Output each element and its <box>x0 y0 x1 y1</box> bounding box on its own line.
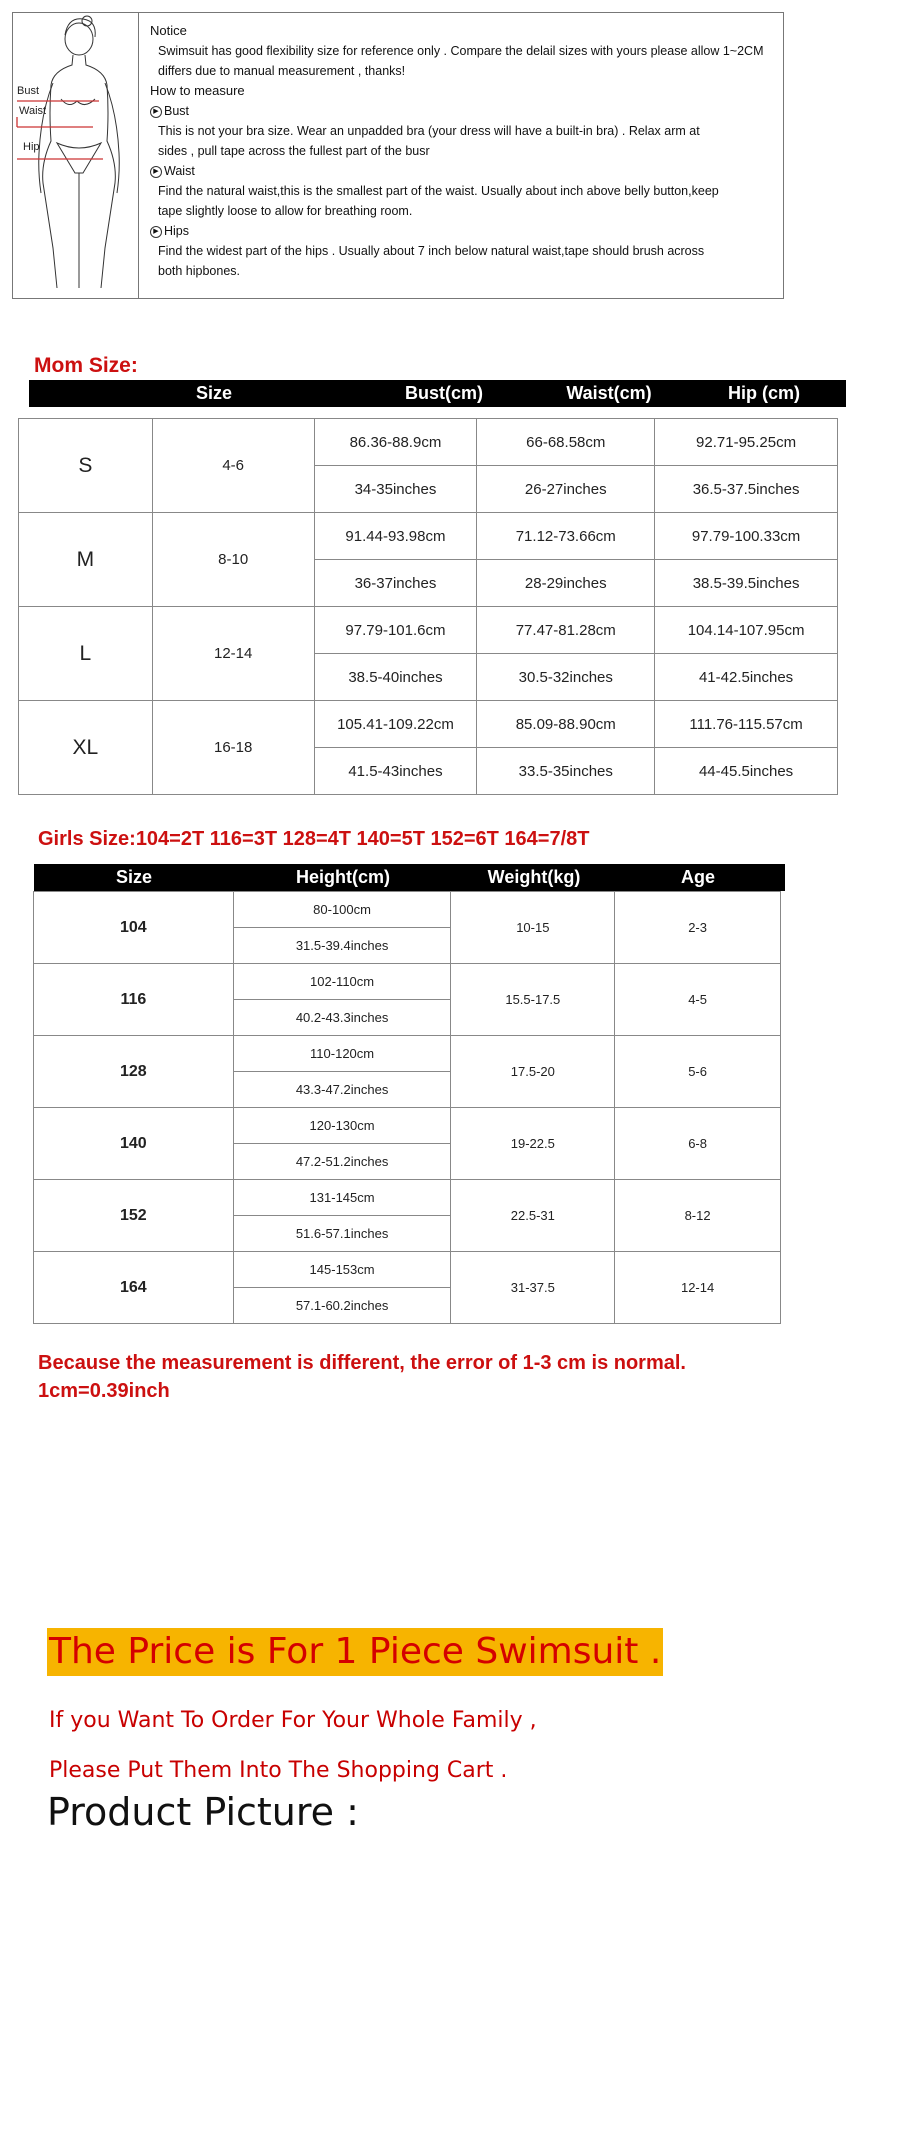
bust-line-1: This is not your bra size. Wear an unpadded bra (your dress will have a built-in bra) . Relax arm at <box>158 124 700 138</box>
mom-size-range: 4-6 <box>152 419 314 513</box>
mom-hip-inches: 36.5-37.5inches <box>655 466 838 513</box>
mom-bust-cm: 105.41-109.22cm <box>314 701 477 748</box>
measurement-error-note: Because the measurement is different, the error of 1-3 cm is normal. <box>38 1352 686 1374</box>
girls-age: 12-14 <box>615 1252 781 1324</box>
table-row <box>34 1036 781 1072</box>
product-picture-title: Product Picture : <box>47 1790 359 1834</box>
mom-hip-cm: 111.76-115.57cm <box>655 701 838 748</box>
mom-size-letter: M <box>19 513 153 607</box>
mom-size-range: 16-18 <box>152 701 314 795</box>
girls-age: 4-5 <box>615 964 781 1036</box>
girls-size-title: Girls Size:104=2T 116=3T 128=4T 140=5T 152=6T 164=7/8T <box>38 828 590 850</box>
figure-label-bust: Bust <box>17 85 40 97</box>
table-row <box>34 1108 781 1144</box>
mom-bust-inches: 34-35inches <box>314 466 477 513</box>
mom-waist-cm: 66-68.58cm <box>477 419 655 466</box>
arrow-bullet-icon: ▶ <box>150 226 162 238</box>
mom-bust-cm: 91.44-93.98cm <box>314 513 477 560</box>
girls-height-cm: 110-120cm <box>233 1036 451 1072</box>
arrow-bullet-icon: ▶ <box>150 106 162 118</box>
mom-waist-cm: 71.12-73.66cm <box>477 513 655 560</box>
mom-header-hip: Hip (cm) <box>728 383 800 403</box>
girls-height-inches: 31.5-39.4inches <box>233 928 451 964</box>
mom-waist-inches: 30.5-32inches <box>477 654 655 701</box>
figure-label-hip: Hip <box>23 141 40 153</box>
mom-size-title: Mom Size: <box>34 354 138 377</box>
girls-weight: 22.5-31 <box>451 1180 615 1252</box>
girls-height-inches: 51.6-57.1inches <box>233 1216 451 1252</box>
arrow-bullet-icon: ▶ <box>150 166 162 178</box>
mom-header-bar <box>29 380 846 407</box>
table-row <box>34 892 781 928</box>
girls-size-value: 164 <box>34 1252 234 1324</box>
mom-bust-inches: 41.5-43inches <box>314 748 477 795</box>
mom-header-size: Size <box>195 383 233 403</box>
price-notice-title: The Price is For 1 Piece Swimsuit . <box>47 1628 663 1676</box>
mom-waist-inches: 26-27inches <box>477 466 655 513</box>
table-row <box>34 1252 781 1288</box>
mom-bust-cm: 97.79-101.6cm <box>314 607 477 654</box>
girls-height-cm: 120-130cm <box>233 1108 451 1144</box>
girls-header-bar <box>34 864 785 891</box>
notice-line-2: differs due to manual measurement , thanks! <box>158 64 406 78</box>
notice-title: Notice <box>150 23 187 38</box>
girls-age: 8-12 <box>615 1180 781 1252</box>
girls-weight: 15.5-17.5 <box>451 964 615 1036</box>
mom-size-letter: S <box>19 419 153 513</box>
table-row <box>19 419 838 466</box>
girls-size-value: 128 <box>34 1036 234 1108</box>
bust-line-2: sides , pull tape across the fullest part of the busr <box>158 144 430 158</box>
table-row <box>34 964 781 1000</box>
mom-waist-cm: 77.47-81.28cm <box>477 607 655 654</box>
girls-size-value: 116 <box>34 964 234 1036</box>
girls-header-age: Age <box>680 867 715 887</box>
mom-bust-cm: 86.36-88.9cm <box>314 419 477 466</box>
mom-size-letter: XL <box>19 701 153 795</box>
mom-hip-inches: 44-45.5inches <box>655 748 838 795</box>
notice-line-1: Swimsuit has good flexibility size for reference only . Compare the delail sizes with yours please allow 1~2CM <box>158 44 764 58</box>
waist-line-1: Find the natural waist,this is the smallest part of the waist. Usually about inch above belly button,keep <box>158 184 719 198</box>
girls-weight: 31-37.5 <box>451 1252 615 1324</box>
mom-hip-cm: 92.71-95.25cm <box>655 419 838 466</box>
girls-height-inches: 40.2-43.3inches <box>233 1000 451 1036</box>
girls-weight: 19-22.5 <box>451 1108 615 1180</box>
girls-height-inches: 43.3-47.2inches <box>233 1072 451 1108</box>
girls-age: 5-6 <box>615 1036 781 1108</box>
girls-height-cm: 80-100cm <box>233 892 451 928</box>
girls-height-cm: 145-153cm <box>233 1252 451 1288</box>
bust-heading: Bust <box>164 104 190 118</box>
body-figure <box>13 13 139 298</box>
how-to-measure: How to measure <box>150 83 245 98</box>
waist-heading: Waist <box>164 164 195 178</box>
mom-header-bust: Bust(cm) <box>404 383 483 403</box>
body-figure-icon <box>13 13 138 298</box>
mom-bust-inches: 36-37inches <box>314 560 477 607</box>
girls-header-size: Size <box>115 867 153 887</box>
conversion-note: 1cm=0.39inch <box>38 1380 170 1402</box>
girls-age: 2-3 <box>615 892 781 964</box>
girls-height-cm: 131-145cm <box>233 1180 451 1216</box>
mom-bust-inches: 38.5-40inches <box>314 654 477 701</box>
girls-weight: 17.5-20 <box>451 1036 615 1108</box>
mom-hip-inches: 38.5-39.5inches <box>655 560 838 607</box>
girls-height-inches: 57.1-60.2inches <box>233 1288 451 1324</box>
girls-header-weight: Weight(kg) <box>487 867 581 887</box>
girls-size-value: 140 <box>34 1108 234 1180</box>
girls-age: 6-8 <box>615 1108 781 1180</box>
girls-header-height: Height(cm) <box>296 867 390 887</box>
measurement-notice-box <box>12 12 784 299</box>
girls-size-value: 104 <box>34 892 234 964</box>
girls-height-cm: 102-110cm <box>233 964 451 1000</box>
mom-size-letter: L <box>19 607 153 701</box>
mom-waist-inches: 28-29inches <box>477 560 655 607</box>
hips-line-1: Find the widest part of the hips . Usually about 7 inch below natural waist,tape should brush across <box>158 244 705 258</box>
waist-line-2: tape slightly loose to allow for breathing room. <box>158 204 413 218</box>
shopping-cart-line: Please Put Them Into The Shopping Cart . <box>49 1758 508 1783</box>
mom-size-range: 8-10 <box>152 513 314 607</box>
table-row <box>19 513 838 560</box>
girls-size-table <box>33 891 781 1324</box>
figure-label-waist: Waist <box>19 105 47 117</box>
hips-heading: Hips <box>164 224 190 238</box>
mom-header-waist: Waist(cm) <box>566 383 652 403</box>
hips-line-2: both hipbones. <box>158 264 241 278</box>
mom-hip-cm: 104.14-107.95cm <box>655 607 838 654</box>
table-row <box>19 607 838 654</box>
mom-size-table <box>18 418 838 795</box>
mom-waist-inches: 33.5-35inches <box>477 748 655 795</box>
girls-height-inches: 47.2-51.2inches <box>233 1144 451 1180</box>
mom-size-range: 12-14 <box>152 607 314 701</box>
mom-hip-inches: 41-42.5inches <box>655 654 838 701</box>
girls-weight: 10-15 <box>451 892 615 964</box>
girls-size-value: 152 <box>34 1180 234 1252</box>
table-row <box>34 1180 781 1216</box>
notice-text <box>150 21 779 281</box>
mom-waist-cm: 85.09-88.90cm <box>477 701 655 748</box>
mom-hip-cm: 97.79-100.33cm <box>655 513 838 560</box>
table-row <box>19 701 838 748</box>
family-order-line: If you Want To Order For Your Whole Family , <box>49 1708 537 1733</box>
